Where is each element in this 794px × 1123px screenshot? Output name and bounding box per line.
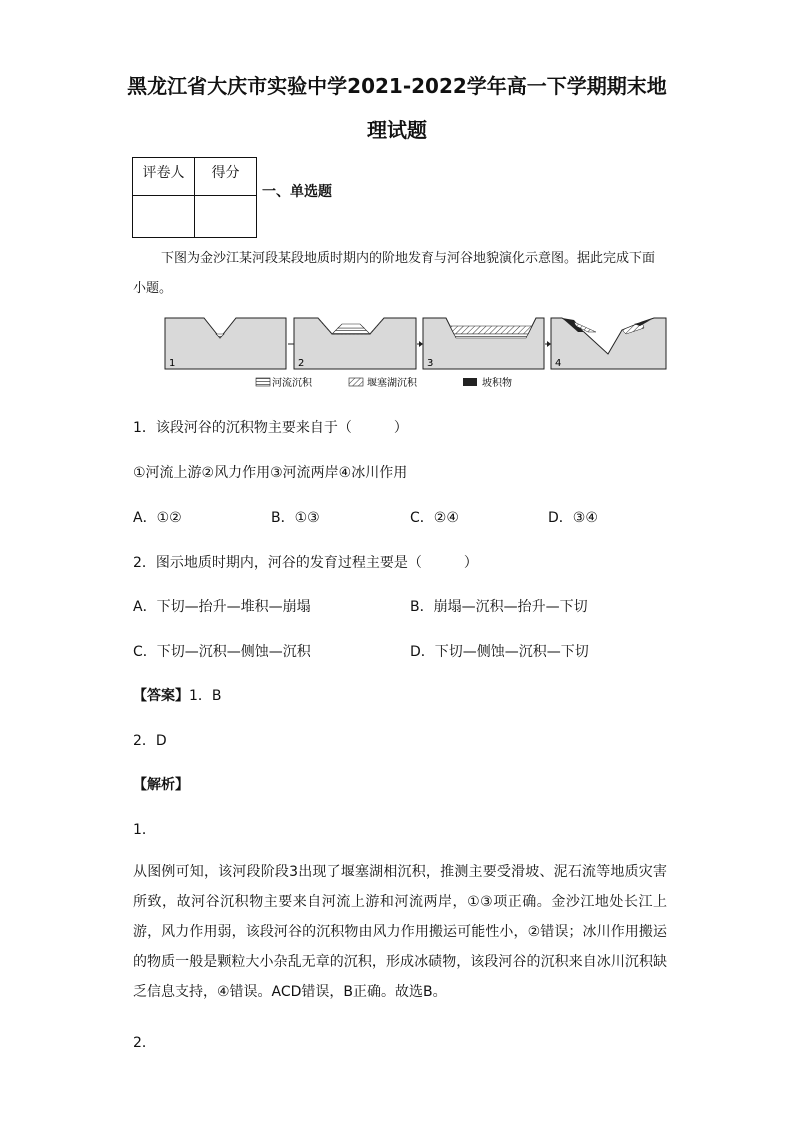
stage-1-panel — [165, 318, 286, 369]
analysis-label: 【解析】 — [133, 777, 189, 793]
stage-3-panel — [423, 318, 544, 369]
legend-slope-swatch — [463, 378, 477, 386]
q1-stem: 1．该段河谷的沉积物主要来自于（ ） — [133, 420, 408, 436]
q2-option-d: D．下切—侧蚀—沉积—下切 — [410, 644, 589, 660]
legend-river-swatch — [256, 378, 270, 386]
stage-2-panel — [294, 318, 416, 369]
figure-legend — [256, 376, 512, 389]
valley-evolution-diagram — [164, 314, 668, 394]
score-table — [132, 157, 257, 238]
q1-choices: ①河流上游②风力作用③河流两岸④冰川作用 — [133, 465, 408, 481]
score-header: 得分 — [195, 158, 257, 196]
stage-2-label: 2 — [298, 358, 305, 369]
legend-lake-label: 堰塞湖沉积 — [367, 378, 417, 389]
answer-1: 1．B — [189, 688, 222, 704]
document-title-line-2: 理试题 — [367, 118, 427, 142]
q2-option-c: C．下切—沉积—侧蚀—沉积 — [133, 644, 311, 660]
q1-option-a: A．①② — [133, 510, 182, 526]
q2-stem: 2．图示地质时期内，河谷的发育过程主要是（ ） — [133, 555, 478, 571]
analysis-2-number: 2． — [133, 1035, 156, 1051]
legend-river-label: 河流沉积 — [272, 378, 312, 389]
stage-3-label: 3 — [427, 358, 434, 369]
stage-4-panel — [551, 318, 666, 369]
q1-option-b: B．①③ — [271, 510, 320, 526]
q1-option-c: C．②④ — [410, 510, 459, 526]
answer-line-1 — [133, 685, 222, 705]
arrow-head-3-4 — [547, 341, 551, 347]
answer-label: 【答案】 — [133, 688, 189, 704]
reviewer-cell — [133, 196, 195, 238]
section-heading: 一、单选题 — [262, 184, 332, 200]
legend-slope-label: 坡积物 — [482, 378, 512, 389]
reviewer-header: 评卷人 — [133, 158, 195, 196]
answer-2: 2．D — [133, 733, 167, 749]
q1-option-d: D．③④ — [548, 510, 598, 526]
arrow-head-2-3 — [419, 341, 423, 347]
q2-option-a: A．下切—抬升—堆积—崩塌 — [133, 599, 311, 615]
score-cell — [195, 196, 257, 238]
legend-lake-swatch — [349, 378, 363, 386]
document-title-line-1: 黑龙江省大庆市实验中学2021-2022学年高一下学期期末地 — [127, 74, 667, 98]
q2-option-b: B．崩塌—沉积—抬升—下切 — [410, 599, 588, 615]
analysis-1-text: 从图例可知，该河段阶段3出现了堰塞湖相沉积，推测主要受滑坡、泥石流等地质灾害所致，故河谷沉积物主要来自河流上游和河流两岸，①③项正确。金沙江地处长江上游，风力作用弱，该段河谷的沉积物由风力作用搬运可能性小，②错误；冰川作用搬运的物质一般是颗粒大小杂乱无章的沉积，形成冰碛物，该段河谷的沉积来自冰川沉积缺乏信息支持，④错误。ACD错误，B正确。故选B。 — [133, 864, 667, 1000]
intro-text: 下图为金沙江某河段某段地质时期内的阶地发育与河谷地貌演化示意图。据此完成下面小题。 — [133, 251, 656, 296]
analysis-1-number: 1． — [133, 822, 156, 838]
stage-1-label: 1 — [169, 358, 176, 369]
stage-4-label: 4 — [555, 358, 562, 369]
